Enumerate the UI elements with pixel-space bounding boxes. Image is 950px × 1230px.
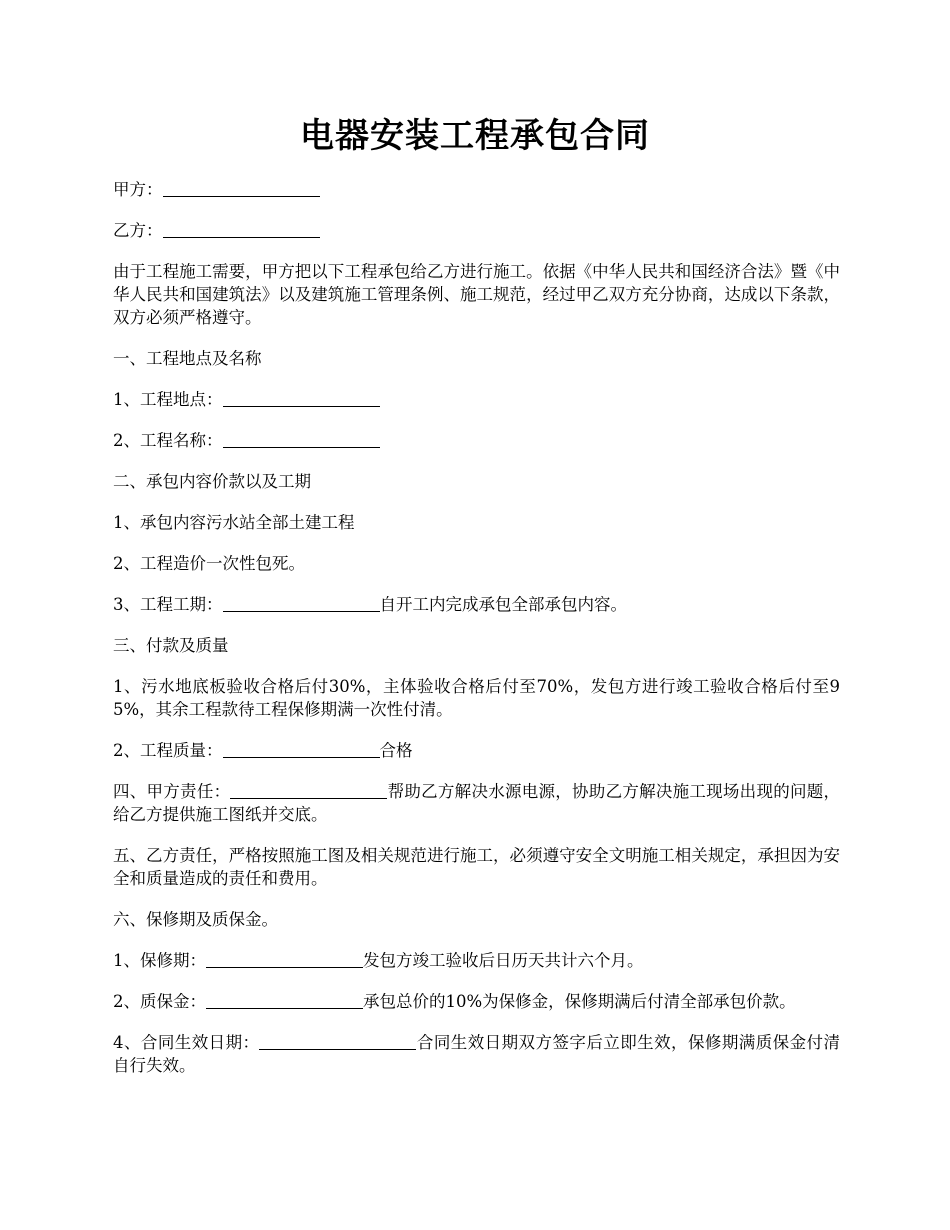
contract-scope-line: 1、承包内容污水站全部土建工程 bbox=[113, 513, 355, 532]
warranty-period-blank bbox=[206, 950, 363, 968]
construction-period-blank bbox=[223, 594, 380, 612]
effective-date-label: 4、合同生效日期： bbox=[113, 1033, 260, 1052]
party-a-responsibility-paragraph bbox=[113, 780, 840, 826]
retention-money-paragraph bbox=[113, 990, 840, 1013]
party-a-responsibility-blank bbox=[230, 781, 387, 799]
contract-price-line: 2、工程造价一次性包死。 bbox=[113, 554, 305, 573]
retention-money-blank bbox=[206, 991, 363, 1009]
section2-heading: 二、承包内容价款以及工期 bbox=[113, 472, 311, 491]
quality-line bbox=[113, 739, 840, 762]
section1-heading: 一、工程地点及名称 bbox=[113, 349, 262, 368]
section6-heading: 六、保修期及质保金。 bbox=[113, 910, 278, 929]
project-location-line bbox=[113, 388, 840, 411]
section3-heading: 三、付款及质量 bbox=[113, 636, 229, 655]
contract-body bbox=[113, 178, 840, 1095]
construction-period-suffix: 自开工内完成承包全部承包内容。 bbox=[379, 595, 627, 614]
party-b-label: 乙方： bbox=[113, 221, 163, 240]
project-name-blank bbox=[223, 430, 380, 448]
project-location-blank bbox=[223, 389, 380, 407]
quality-label: 2、工程质量： bbox=[113, 741, 223, 760]
warranty-period-line bbox=[113, 949, 840, 972]
project-name-line bbox=[113, 429, 840, 452]
warranty-period-suffix: 发包方竣工验收后日历天共计六个月。 bbox=[363, 951, 644, 970]
quality-blank bbox=[223, 740, 380, 758]
party-a-responsibility-label: 四、甲方责任： bbox=[113, 782, 231, 801]
construction-period-label: 3、工程工期： bbox=[113, 595, 223, 614]
project-name-label: 2、工程名称： bbox=[113, 431, 223, 450]
party-b-blank bbox=[163, 220, 320, 238]
retention-money-text: 承包总价的10%为保修金，保修期满后付清全部承包价款。 bbox=[363, 992, 796, 1011]
project-location-label: 1、工程地点： bbox=[113, 390, 223, 409]
payment-terms-paragraph: 1、污水地底板验收合格后付30%，主体验收合格后付至70%，发包方进行竣工验收合格后付至95%，其余工程款待工程保修期满一次性付清。 bbox=[113, 677, 840, 719]
quality-suffix: 合格 bbox=[379, 741, 413, 760]
party-a-responsibility-text: 帮助乙方解决水源电源，协助乙方解决施工现场出现的问题，给乙方提供施工图纸并交底。 bbox=[113, 782, 841, 824]
intro-paragraph: 由于工程施工需要，甲方把以下工程承包给乙方进行施工。依据《中华人民共和国经济合法》暨《中华人民共和国建筑法》以及建筑施工管理条例、施工规范，经过甲乙双方充分协商，达成以下条款，双方必须严格遵守。 bbox=[113, 262, 840, 327]
effective-date-blank bbox=[259, 1032, 416, 1050]
retention-money-label: 2、质保金： bbox=[113, 992, 206, 1011]
warranty-period-label: 1、保修期： bbox=[113, 951, 206, 970]
party-a-line bbox=[113, 178, 840, 201]
effective-date-paragraph bbox=[113, 1031, 840, 1077]
effective-date-text: 合同生效日期双方签字后立即生效，保修期满质保金付清自行失效。 bbox=[113, 1033, 840, 1075]
document-title: 电器安装工程承包合同 bbox=[300, 116, 650, 156]
party-a-label: 甲方： bbox=[113, 180, 163, 199]
party-b-responsibility-paragraph: 五、乙方责任，严格按照施工图及相关规范进行施工，必须遵守安全文明施工相关规定，承担因为安全和质量造成的责任和费用。 bbox=[113, 846, 840, 888]
party-b-line bbox=[113, 219, 840, 242]
party-a-blank bbox=[163, 179, 320, 197]
construction-period-line bbox=[113, 593, 840, 616]
